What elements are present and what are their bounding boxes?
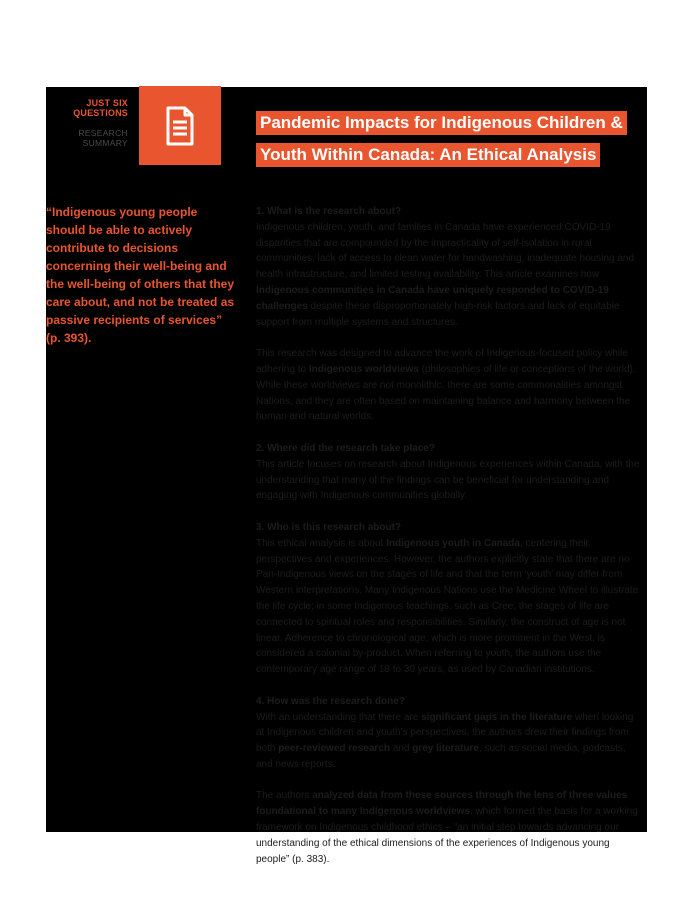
section-paragraph (256, 536, 644, 678)
text-run: and (389, 743, 413, 755)
text-run: when looking at Indigenous children and youth’s perspectives, the authors drew their findings from both (256, 711, 634, 755)
series-label-line2: QUESTIONS (73, 108, 128, 118)
text-run: , such as social media, podcasts, and news reports. (256, 743, 626, 770)
section-paragraph (256, 220, 644, 331)
pull-quote: “Indigenous young people should be able to actively contribute to decisions concerning their well-being and the well-being of others that they care about, and not be treated as passive recipients of services” (p. 393). (46, 205, 235, 345)
bold-text-run: significant gaps in the literature (421, 711, 573, 723)
text-run: Indigenous children, youth, and families in Canada have experienced COVID-19 disparities that are compounded by the impracticality of self-isolation in rural communities, lack of access to clean water for handwashing, inadequate housing and health infrastructure, and limited testing availability. This article examines how (256, 221, 635, 281)
text-run: This article focuses on research about Indigenous experiences within Canada, with the understanding that many of the findings can be beneficial for understanding and engaging with Indigenous communities globally. (256, 458, 640, 502)
section-paragraph (256, 457, 644, 504)
section-question: 3. Who is this research about? (256, 521, 402, 533)
text-run: , which formed the basis for a working framework on Indigenous childhood ethics – “an initial step towards advancing our understanding of the ethical dimensions of the experiences of Indigenous young people” (p. 383). (256, 806, 638, 865)
series-label-line1: JUST SIX (86, 98, 128, 108)
bold-text-run: Indigenous youth in Canada (386, 537, 520, 549)
text-run: With an understanding that there are (256, 711, 422, 723)
text-run: despite these disproportionately high-risk factors and lack of equitable support from multiple systems and structures. (256, 300, 620, 328)
text-run: , centering their perspectives and experiences. However, the authors explicitly state that there are no Pan-Indigenous views on the stages of life and that the term ‘youth’ may differ from Western interpretations. Many Indigenous Nations use the Medicine Wheel to illustrate the life cycle; in some Indigenous teachings, such as Cree, the stages of life are connected to spiritual roles and responsibilities. Similarly, the construct of age is not linear. Adherence to chronological age, which is more prominent in the West, is considered a colonial by-product. When referring to youth, the authors use the contemporary age range of 18 to 30 years, as used by Canadian institutions. (256, 537, 639, 676)
section-2 (256, 441, 644, 504)
section-question: 4. How was the research done? (256, 695, 405, 707)
title-line-2: Youth Within Canada: An Ethical Analysis (256, 143, 600, 167)
section-paragraph (256, 788, 644, 867)
section-3 (256, 520, 644, 678)
section-question: 1. What is the research about? (256, 206, 402, 217)
bold-text-run: peer-reviewed research (278, 743, 390, 755)
text-run: This ethical analysis is about (256, 537, 387, 549)
summary-type-line1: RESEARCH (78, 128, 128, 138)
section-4 (256, 694, 644, 868)
section-paragraph (256, 346, 644, 425)
bold-text-run: grey literature (412, 743, 479, 755)
text-run: (philosophies of life or conceptions of the world). While these worldviews are not monolithic, there are some commonalities amongst Nations, and they are often based on maintaining balance and harmony between the human and natural worlds. (256, 363, 636, 423)
document-icon (165, 106, 195, 146)
bold-text-run: Indigenous worldviews (308, 363, 419, 375)
series-header (46, 98, 128, 148)
title-line-1: Pandemic Impacts for Indigenous Children & (256, 111, 627, 135)
section-1 (256, 204, 644, 425)
section-paragraph (256, 710, 644, 773)
document-icon-tile (139, 86, 221, 165)
section-question: 2. Where did the research take place? (256, 442, 435, 454)
bold-text-run: Indigenous communities in Canada have uniquely responded to COVID-19 challenges (256, 284, 609, 312)
bold-text-run: analyzed data from these sources through the lens of three values foundational to many Indigenous worldviews (256, 790, 628, 818)
text-run: This research was designed to advance the work of Indigenous-focused policy while adhering to (256, 348, 628, 375)
body-content (256, 204, 644, 883)
text-run: The authors (256, 790, 313, 802)
summary-type-line2: SUMMARY (82, 138, 128, 148)
